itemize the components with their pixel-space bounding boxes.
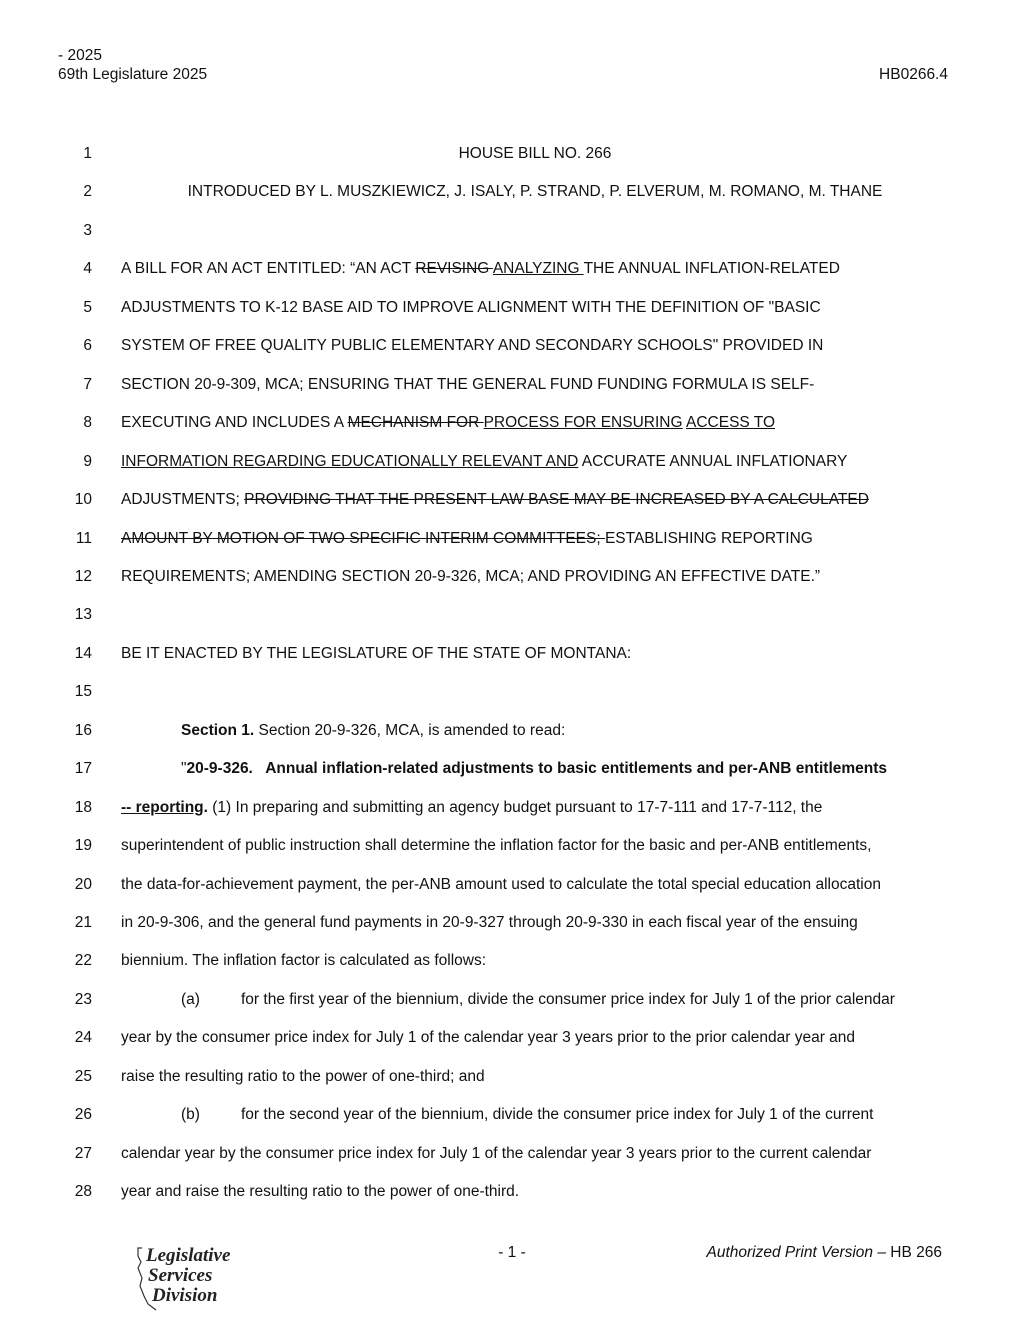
text-segment: (1) In preparing and submitting an agency budget pursuant to 17-7-111 and 17-7-112, the — [207, 798, 823, 816]
line-number: 12 — [74, 567, 92, 585]
line-number: 16 — [74, 721, 92, 739]
line-number: 1 — [83, 145, 92, 162]
line-number: 7 — [83, 375, 92, 393]
deleted-text: PROVIDING THAT THE PRESENT LAW BASE MAY BE INCREASED BY A CALCULATED — [244, 491, 869, 509]
subsection-label: (a) — [181, 990, 200, 1008]
line-number: 4 — [83, 260, 92, 278]
bill-line — [60, 797, 960, 819]
line-text — [121, 258, 949, 280]
bill-line — [60, 950, 960, 972]
line-number: 10 — [74, 491, 92, 509]
line-text — [121, 1181, 949, 1203]
authorized-label: Authorized Print Version — [706, 1244, 874, 1261]
bill-line — [60, 681, 960, 703]
text-segment: ACCURATE ANNUAL INFLATIONARY — [578, 452, 848, 470]
line-text — [121, 1143, 949, 1165]
text-segment: biennium. The inflation factor is calculated as follows: — [121, 952, 487, 970]
inserted-text: -- reporting — [121, 798, 204, 816]
bill-line — [60, 758, 960, 780]
line-text — [121, 643, 949, 665]
line-text — [121, 758, 1009, 780]
text-segment: superintendent of public instruction shall determine the inflation factor for the basic and per-ANB entitlements, — [121, 837, 872, 855]
bill-line — [60, 1104, 960, 1126]
text-segment: ADJUSTMENTS; — [121, 491, 245, 509]
line-text — [121, 1066, 949, 1088]
header-year: - 2025 — [58, 47, 102, 64]
bill-line — [60, 835, 960, 857]
line-number: 14 — [74, 644, 92, 662]
inserted-text: INFORMATION REGARDING EDUCATIONALLY RELEVANT AND — [121, 452, 579, 470]
deleted-text: REVISING — [415, 260, 493, 278]
bill-line — [60, 1027, 960, 1049]
line-text — [121, 835, 949, 857]
line-text — [121, 143, 949, 165]
line-number: 27 — [74, 1144, 92, 1162]
line-number: 25 — [74, 1067, 92, 1085]
line-text — [121, 720, 1009, 742]
bill-line — [60, 604, 960, 626]
line-number: 8 — [83, 414, 92, 432]
logo-line-2: Services — [148, 1265, 213, 1286]
text-segment: calendar year by the consumer price index for July 1 of the calendar year 3 years prior to the current calendar — [121, 1144, 872, 1162]
line-text — [121, 874, 949, 896]
text-segment: ADJUSTMENTS TO K-12 BASE AID TO IMPROVE ALIGNMENT WITH THE DEFINITION OF "BASIC — [121, 298, 821, 316]
line-number: 23 — [74, 990, 92, 1008]
line-text — [121, 950, 949, 972]
bill-line — [60, 181, 960, 203]
bill-line — [60, 374, 960, 396]
bill-line — [60, 335, 960, 357]
bold-text: Section 1. — [181, 721, 255, 739]
text-segment: the data-for-achievement payment, the per-ANB amount used to calculate the total special education allocation — [121, 875, 881, 893]
header-legislature: 69th Legislature 2025 — [58, 66, 208, 83]
line-text — [121, 335, 949, 357]
line-text — [121, 566, 949, 588]
line-number: 11 — [75, 529, 92, 547]
line-number: 17 — [74, 760, 92, 778]
line-text — [121, 489, 949, 511]
line-text — [121, 297, 949, 319]
bill-line — [60, 989, 960, 1011]
text-segment: SYSTEM OF FREE QUALITY PUBLIC ELEMENTARY AND SECONDARY SCHOOLS" PROVIDED IN — [121, 337, 824, 355]
bill-line — [60, 643, 960, 665]
line-number: 24 — [74, 1029, 92, 1047]
text-segment: HOUSE BILL NO. 266 — [458, 145, 612, 162]
line-text — [121, 989, 949, 1011]
bill-line — [60, 720, 960, 742]
subsection-label: (b) — [181, 1106, 200, 1124]
line-number: 22 — [74, 952, 92, 970]
text-segment: " — [181, 760, 187, 778]
deleted-text: AMOUNT BY MOTION OF TWO SPECIFIC INTERIM COMMITTEES; — [121, 529, 605, 547]
line-number: 13 — [74, 606, 92, 624]
line-number: 28 — [74, 1183, 92, 1201]
line-text — [121, 528, 949, 550]
inserted-text: PROCESS FOR ENSURING — [483, 414, 683, 432]
page-number: - 1 - — [498, 1244, 526, 1261]
line-number: 9 — [83, 452, 92, 470]
logo-line-3: Division — [152, 1285, 218, 1306]
bill-line — [60, 258, 960, 280]
inserted-text: ACCESS TO — [686, 414, 776, 432]
text-segment: REQUIREMENTS; AMENDING SECTION 20-9-326, MCA; AND PROVIDING AN EFFECTIVE DATE.” — [121, 567, 821, 585]
line-text — [121, 1104, 949, 1126]
inserted-text: ANALYZING — [492, 260, 584, 278]
authorized-bill: – HB 266 — [873, 1244, 942, 1261]
bill-line — [60, 1181, 960, 1203]
bill-line — [60, 1143, 960, 1165]
text-segment: Section 20-9-326, MCA, is amended to read: — [254, 721, 566, 739]
line-text — [121, 1027, 949, 1049]
line-number: 15 — [74, 683, 92, 701]
deleted-text: MECHANISM FOR — [347, 414, 484, 432]
bill-line — [60, 528, 960, 550]
line-text — [121, 412, 949, 434]
line-number: 21 — [74, 914, 92, 931]
text-segment: year by the consumer price index for July 1 of the calendar year 3 years prior to the prior calendar year and — [121, 1029, 856, 1047]
line-number: 19 — [74, 837, 92, 855]
bill-line — [60, 451, 960, 473]
text-segment: SECTION 20-9-309, MCA; ENSURING THAT THE GENERAL FUND FUNDING FORMULA IS SELF- — [121, 375, 815, 393]
line-text — [121, 797, 949, 819]
line-text — [121, 181, 949, 203]
line-number: 2 — [83, 183, 92, 201]
line-number: 3 — [83, 221, 92, 239]
bill-line — [60, 489, 960, 511]
bold-text: . — [203, 798, 208, 816]
header-bill-code: HB0266.4 — [879, 66, 948, 83]
text-segment: for the second year of the biennium, divide the consumer price index for July 1 of the current — [241, 1106, 874, 1124]
text-segment: INTRODUCED BY L. MUSZKIEWICZ, J. ISALY, P. STRAND, P. ELVERUM, M. ROMANO, M. THANE — [187, 183, 883, 201]
bill-line — [60, 220, 960, 242]
text-segment: THE ANNUAL INFLATION-RELATED — [583, 260, 840, 278]
line-text — [121, 374, 949, 396]
text-segment: for the first year of the biennium, divide the consumer price index for July 1 of the prior calendar — [241, 990, 895, 1008]
text-segment: BE IT ENACTED BY THE LEGISLATURE OF THE STATE OF MONTANA: — [121, 644, 632, 662]
bill-line — [60, 874, 960, 896]
line-number: 26 — [74, 1106, 92, 1124]
bill-line — [60, 297, 960, 319]
line-number: 5 — [83, 298, 92, 316]
line-number: 18 — [74, 798, 92, 816]
authorized-print-version — [706, 1244, 942, 1262]
bill-line — [60, 143, 960, 165]
line-number: 20 — [74, 875, 92, 893]
text-segment: year and raise the resulting ratio to the power of one-third. — [121, 1183, 520, 1201]
text-segment: raise the resulting ratio to the power of one-third; and — [121, 1067, 485, 1085]
bill-line — [60, 566, 960, 588]
bill-line — [60, 912, 960, 934]
legislative-services-logo — [134, 1244, 244, 1314]
bill-line — [60, 1066, 960, 1088]
line-text — [121, 912, 949, 934]
text-segment: in 20-9-306, and the general fund payments in 20-9-327 through 20-9-330 in each fiscal year of the ensuing — [121, 914, 858, 931]
text-segment: ESTABLISHING REPORTING — [604, 529, 813, 547]
text-segment: EXECUTING AND INCLUDES A — [121, 414, 348, 432]
bold-text: 20-9-326. Annual inflation-related adjustments to basic entitlements and per-ANB entitlements — [186, 760, 888, 778]
line-number: 6 — [83, 337, 92, 355]
line-text — [121, 451, 949, 473]
logo-line-1: Legislative — [146, 1245, 231, 1266]
bill-line — [60, 412, 960, 434]
text-segment: A BILL FOR AN ACT ENTITLED: “AN ACT — [121, 260, 416, 278]
